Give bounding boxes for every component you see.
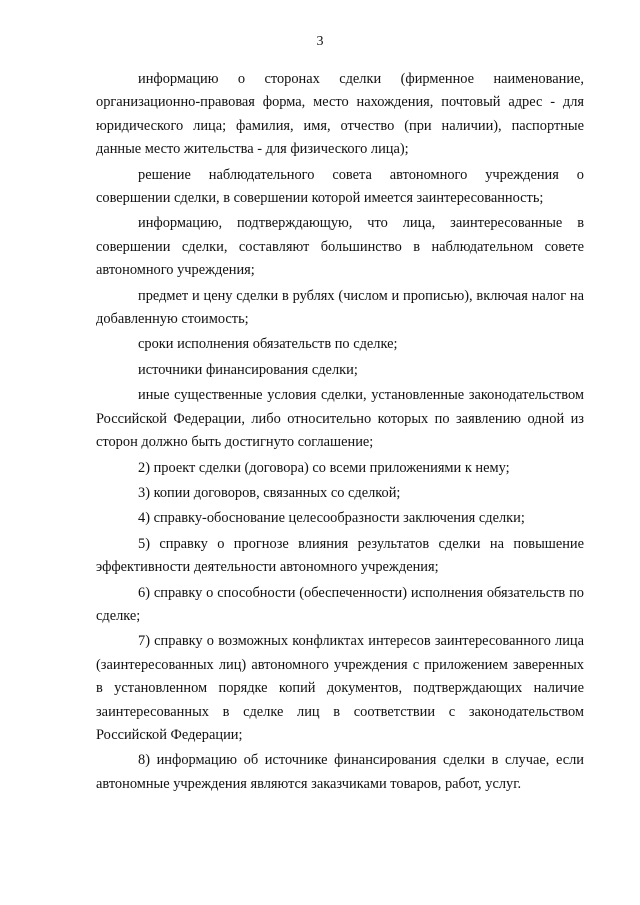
document-body [96, 68, 584, 796]
paragraph-item-2: 2) проект сделки (договора) со всеми приложениями к нему; [138, 459, 510, 476]
paragraph-item-3: 3) копии договоров, связанных со сделкой; [138, 484, 401, 501]
paragraph-item-6: 6) справку о способности (обеспеченности) исполнения обязательств по сделке; [96, 584, 584, 624]
paragraph-majority-info: информацию, подтверждающую, что лица, заинтересованные в совершении сделки, составляют большинство в наблюдательном совете автономного учреждения; [96, 215, 584, 279]
paragraph-funding-sources: источники финансирования сделки; [138, 361, 358, 378]
paragraph-party-info: информацию о сторонах сделки (фирменное наименование, организационно-правовая форма, место нахождения, почтовый адрес - для юридического лица; фамилия, имя, отчество (при наличии), паспортные данные место жительства - для физического лица); [96, 71, 584, 158]
paragraph-item-7: 7) справку о возможных конфликтах интересов заинтересованного лица (заинтересованных лиц) автономного учреждения с приложением заверенных в установленном порядке копий документов, подтверждающих наличие заинтересованных в сделке лиц в соответствии с законодательством Российской Федерации; [96, 633, 584, 743]
page-number: 3 [316, 34, 324, 49]
paragraph-item-8: 8) информацию об источнике финансирования сделки в случае, если автономные учреждения являются заказчиками товаров, работ, услуг. [96, 752, 584, 792]
paragraph-board-decision: решение наблюдательного совета автономного учреждения о совершении сделки, в совершении которой имеется заинтересованность; [96, 166, 584, 207]
paragraph-other-terms: иные существенные условия сделки, установленные законодательством Российской Федерации, либо относительно которых по заявлению одной из сторон должно быть достигнуто соглашение; [96, 387, 584, 451]
paragraph-item-5: 5) справку о прогнозе влияния результатов сделки на повышение эффективности деятельности автономного учреждения; [96, 535, 584, 576]
paragraph-item-4: 4) справку-обоснование целесообразности заключения сделки; [138, 510, 525, 527]
paragraph-subject-price: предмет и цену сделки в рублях (числом и прописью), включая налог на добавленную стоимость; [96, 287, 584, 328]
paragraph-deadlines: сроки исполнения обязательств по сделке; [138, 336, 398, 353]
